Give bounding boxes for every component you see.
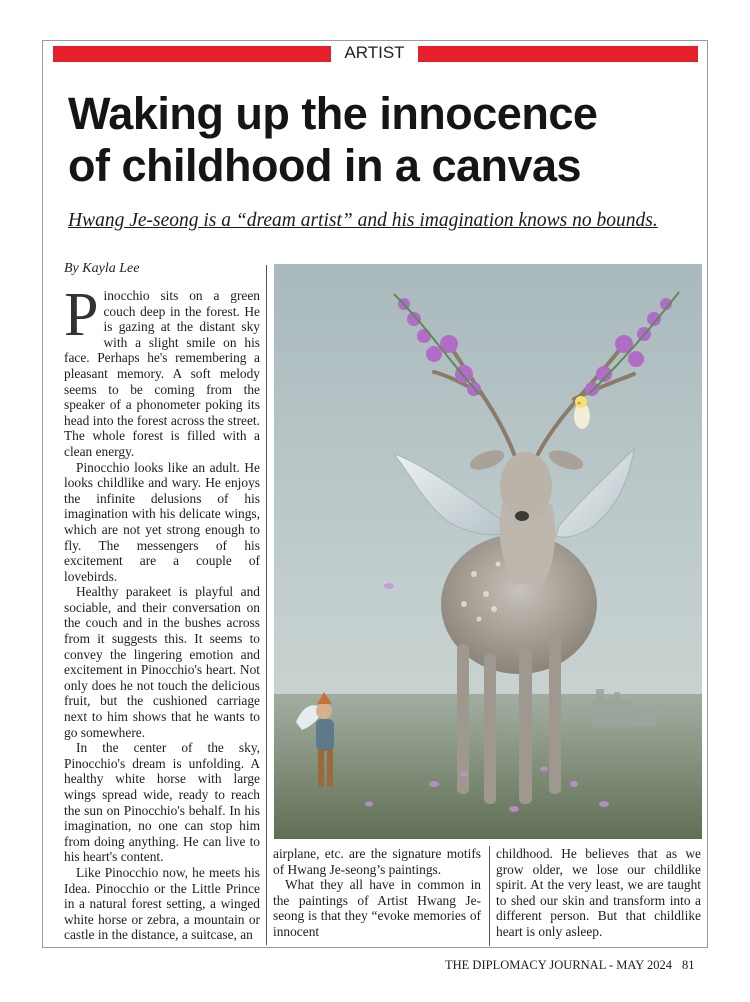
byline: By Kayla Lee — [64, 261, 140, 276]
section-bar-right — [418, 46, 698, 62]
deer-nose — [515, 511, 529, 521]
section-bar-left — [53, 46, 331, 62]
column-rule — [266, 265, 267, 945]
article-paragraph: Healthy parakeet is playful and sociable, and their conversation on the couch and in the bushes across from it suggests this. It seems to convey the lingering emotion and excitement in Pinocchio's heart. Not only does he not touch the delicious fruit, but the cushioned carriage next to him shows that he wants to go somewhere. — [64, 584, 260, 740]
article-paragraph: What they all have in common in the paintings of Artist Hwang Je-seong is that they “evoke memories of innocent — [273, 877, 481, 939]
headline-line-2: of childhood in a canvas — [68, 140, 582, 191]
headline — [68, 88, 698, 192]
article-paragraph: Like Pinocchio now, he meets his Idea. Pinocchio or the Little Prince in a natural forest setting, a winged white horse or zebra, a mountain or castle in the distance, a suitcase, an — [64, 864, 260, 943]
artwork-image — [274, 264, 702, 839]
column-rule — [489, 846, 490, 946]
article-column-2 — [273, 846, 481, 940]
section-label: ARTIST — [344, 43, 405, 62]
article-paragraph — [64, 281, 260, 460]
drop-cap: P — [64, 281, 99, 349]
headline-line-1: Waking up the innocence — [68, 88, 598, 139]
article-column-1 — [64, 281, 260, 943]
deck-subtitle: Hwang Je-seong is a “dream artist” and his imagination knows no bounds. — [68, 210, 658, 231]
deer-head — [500, 452, 552, 520]
article-paragraph: Pinocchio looks like an adult. He looks childlike and wary. He enjoys the infinite delusions of his imagination with his delicate wings, which are not yet strong enough to fly. The messengers of his excitement are a couple of lovebirds. — [64, 459, 260, 584]
page-footer — [445, 958, 694, 973]
article-paragraph: airplane, etc. are the signature motifs of Hwang Je-seong’s paintings. — [273, 846, 481, 877]
article-paragraph: childhood. He believes that as we grow older, we lose our childlike spirit. At the very least, we are taught to shed our skin and transform into a different person. But that childlike heart is only asleep. — [496, 846, 701, 939]
paragraph-text: inocchio sits on a green couch deep in the forest. He is gazing at the distant sky with a slight smile on his face. Perhaps he's remembering a pleasant memory. A soft melody seems to be coming from the speaker of a phonometer poking its head into the forest across the street. The whole forest is filled with a clean energy. — [64, 288, 260, 459]
page-number: 81 — [681, 958, 695, 972]
article-paragraph: In the center of the sky, Pinocchio's dream is unfolding. A healthy white horse with large wings spread wide, ready to reach the sun on Pinocchio's behalf. In his imagination, no one can stop him from doing anything. He can live to his heart's content. — [64, 740, 260, 865]
article-column-3 — [496, 846, 701, 940]
publication-name: THE DIPLOMACY JOURNAL - MAY 2024 — [445, 958, 672, 972]
